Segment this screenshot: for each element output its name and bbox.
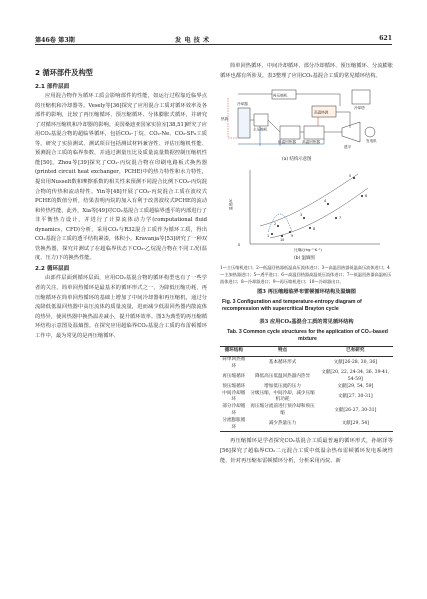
section-title: 2 循环部件及构型 [35,68,93,77]
cooler-box [238,108,250,138]
svg-text:9: 9 [291,234,294,239]
svg-text:1: 1 [267,234,270,239]
table-row: 再压缩循环 降低高压低温回热器内热异 文献[20, 22, 24-34, 36, 39-41, 54-59] [222,370,390,383]
table-row: 预压缩循环 增加低压流的压力 文献[29, 54, 59] [222,383,374,389]
main-compressor-box [254,114,268,126]
label-cooling-tower: 冷却塔 [354,106,365,111]
paragraph: 简单回热循环、中间冷却循环、部分冷却循环、预压缩循环、分流膨胀循环也都有所涉及。表3整理了应用CO₂基混合工质的常见循环结构。 [220,63,393,79]
svg-text:10: 10 [280,238,285,243]
journal-name: 发 电 技 术 [175,37,210,44]
xlabel: 比熵/(J·kg⁻¹·K⁻¹) [294,248,322,253]
subfigure-b-caption: (b) 温熵图 [294,256,315,262]
table-header: 循环结构 [220,346,248,356]
svg-text:7: 7 [339,216,342,221]
label-ht-recuperator: 高温回热器 [302,140,320,145]
generator-shape [365,127,375,137]
label-heat-source-hot: 高温热源 [314,110,329,115]
left-column [35,62,207,341]
right-column [220,62,393,466]
label-recompressor: 再压缩机 [273,93,288,98]
label-cooler: 冷却器 [237,102,248,107]
journal-issue: 第46卷 第3期 [35,37,75,44]
saturation-dome [268,214,292,232]
figure-caption-cn: 图3 再压缩超临界布雷顿循环结构及温熵图 [257,289,356,296]
paragraph: 应用混合物作为循环工质会影响部件的性能，如运行过程靠近临界点的压缩机和冷却器等。Vesely等[36]探究了应用混合工质对循环效率及各部件的影响，比较了再压缩循环、预压缩循环、分体膨胀式循环，并研究了对循环压缩机和冷却器的影响。美国桑迪亚国家实验室[38,51]研究了应用CO₂基混合物的超临界循环，包括CO₂-丁烷、CO₂-Ne、CO₂-SF₆工质等。研究了实验测试、测试项目包括测试材料兼容性、评估压缩机性能、预测混合工质的临界参数，并通过测量压比及质量流量数据控制压缩机性能[50]。Zhou等[39]探究了CO₂-丙烷混合物在印刷电路板式换热器(printed circuit heat exchanger，PCHE)中的热力特性和水力特性，提出用Nusselt数和摩擦系数的相关性来预测不同混合比例下CO₂-丙烷混合物的传热和流动特性。Yin等[48]开展了CO₂-丙烷混合工质在波纹式PCHE的数值分析，结果表明丙烷的加入有利于改善波纹式PCHE的流动和传热性能。此外，Xia等[49]对CO₂基混合工质超临界透平的内部进行了非平衡热力设计，并进行了计算流体动力学(computational fluid dynamics，CFD)分析，采用CO₂与R32混合工质作为循环工质，得出CO₂基混合工质的透平结构紧凑，体积小。Kravanja等[53]研究了一种双管换热器，探究并测试了在超临界状态下CO₂-乙烷混合物在不同工况(温度、压力)下的换热性能。 [35,93,207,262]
page-header [35,33,392,45]
cycle-schematic [220,84,393,166]
svg-text:8: 8 [313,227,316,232]
cycle-structure-table [220,346,393,433]
high-pressure-isobar [260,174,358,226]
label-main-compressor: 主压缩机 [253,127,268,132]
paragraph: 由部件层面到循环层面，应用CO₂基混合物的循环构型也有了一些学者的关注。简单回热循环是最基本的循环形式之一，为降低压缩功耗，再压缩循环在简单回热循环的基础上增加了中间冷却器和再压缩机，通过分流降低低温回热器中高压流体的质量流量，进而减少低温回热器内散流体的热异，使回热器中换热温差减小，提升循环效率。图3为典型的再压缩循环结构示意图及温熵图。在探究应用超临界CO₂基混合工质的布雷顿循环工作中，最为常见的是再压缩循环、 [35,275,207,339]
label-turbine: 透平 [344,145,352,150]
ht-recuperator-box [304,126,324,139]
table-header: 已有研究 [318,346,393,356]
svg-text:0: 0 [238,243,241,248]
table-caption-cn: 表3 应用CO₂基混合工质的常见循环结构 [259,318,354,325]
subfigure-a-caption: (a) 结构示意图 [282,157,312,163]
table-row: 简单回热循环 基本循环形式 文献[26-28, 30, 36] [222,356,378,369]
figure-legend: 1—主压缩机进口；2—低温回热器低温高压流体进口；3—高温回热器低温高压流体进口；4—主加热器进口；5—透平进口；6—高温回热器高温低压流体进口；7—低温回热器高温低压流体进口；8—冷却器进口；9—再压缩机进口；10—冷却器出口。 [220,265,392,285]
lt-recuperator-box [280,126,300,139]
figure-caption-en: Fig. 3 Configuration and temperature-entropy diagram of recompression with supercritical Brayton cycle [222,299,362,313]
ylabel: 温度/K [229,199,233,211]
axes [250,170,380,244]
low-pressure-isobar [270,188,368,238]
table-header: 特点 [248,346,318,356]
svg-text:3: 3 [300,213,303,218]
label-lt-recuperator: 低温回热器 [278,140,296,145]
subsection-title: 2.2 循环层面 [35,265,70,272]
turbine-shape [342,122,360,142]
table-row: 部分冷却循环 再压缩分流前进行预冷却和预压缩 文献[26-27, 30-31] [222,404,377,417]
svg-text:2: 2 [274,222,277,227]
paragraph: 再压缩循环是学者探究CO₂基混合工质最普遍的循环形式，孙铭泽等[56]探究了超临界CO₂二元混合工质中低温余热布雷顿循环发电系统性能，针对再压缩布雷顿循环分析，分析采用丙烷、新 [220,438,393,464]
subsection-title: 2.1 部件层面 [35,83,70,90]
svg-text:6: 6 [365,194,368,199]
ts-diagram [220,166,393,262]
label-generator: 发电机 [366,139,377,144]
page-number: 621 [379,35,392,42]
svg-text:4: 4 [324,199,327,204]
table-row: 中间冷却循环 分级压缩，中间冷却，减少压缩机功耗 文献[27, 30-31] [222,390,373,403]
svg-text:5: 5 [349,174,352,179]
label-heat-source: 热源 [221,117,229,122]
cooling-tower-box [352,90,370,104]
table-caption-en: Tab. 3 Common cycle structures for the application of CO₂-based mixture [227,328,388,342]
table-row: 分流膨胀循环 减少热量压力 文献[29, 54] [220,418,393,432]
